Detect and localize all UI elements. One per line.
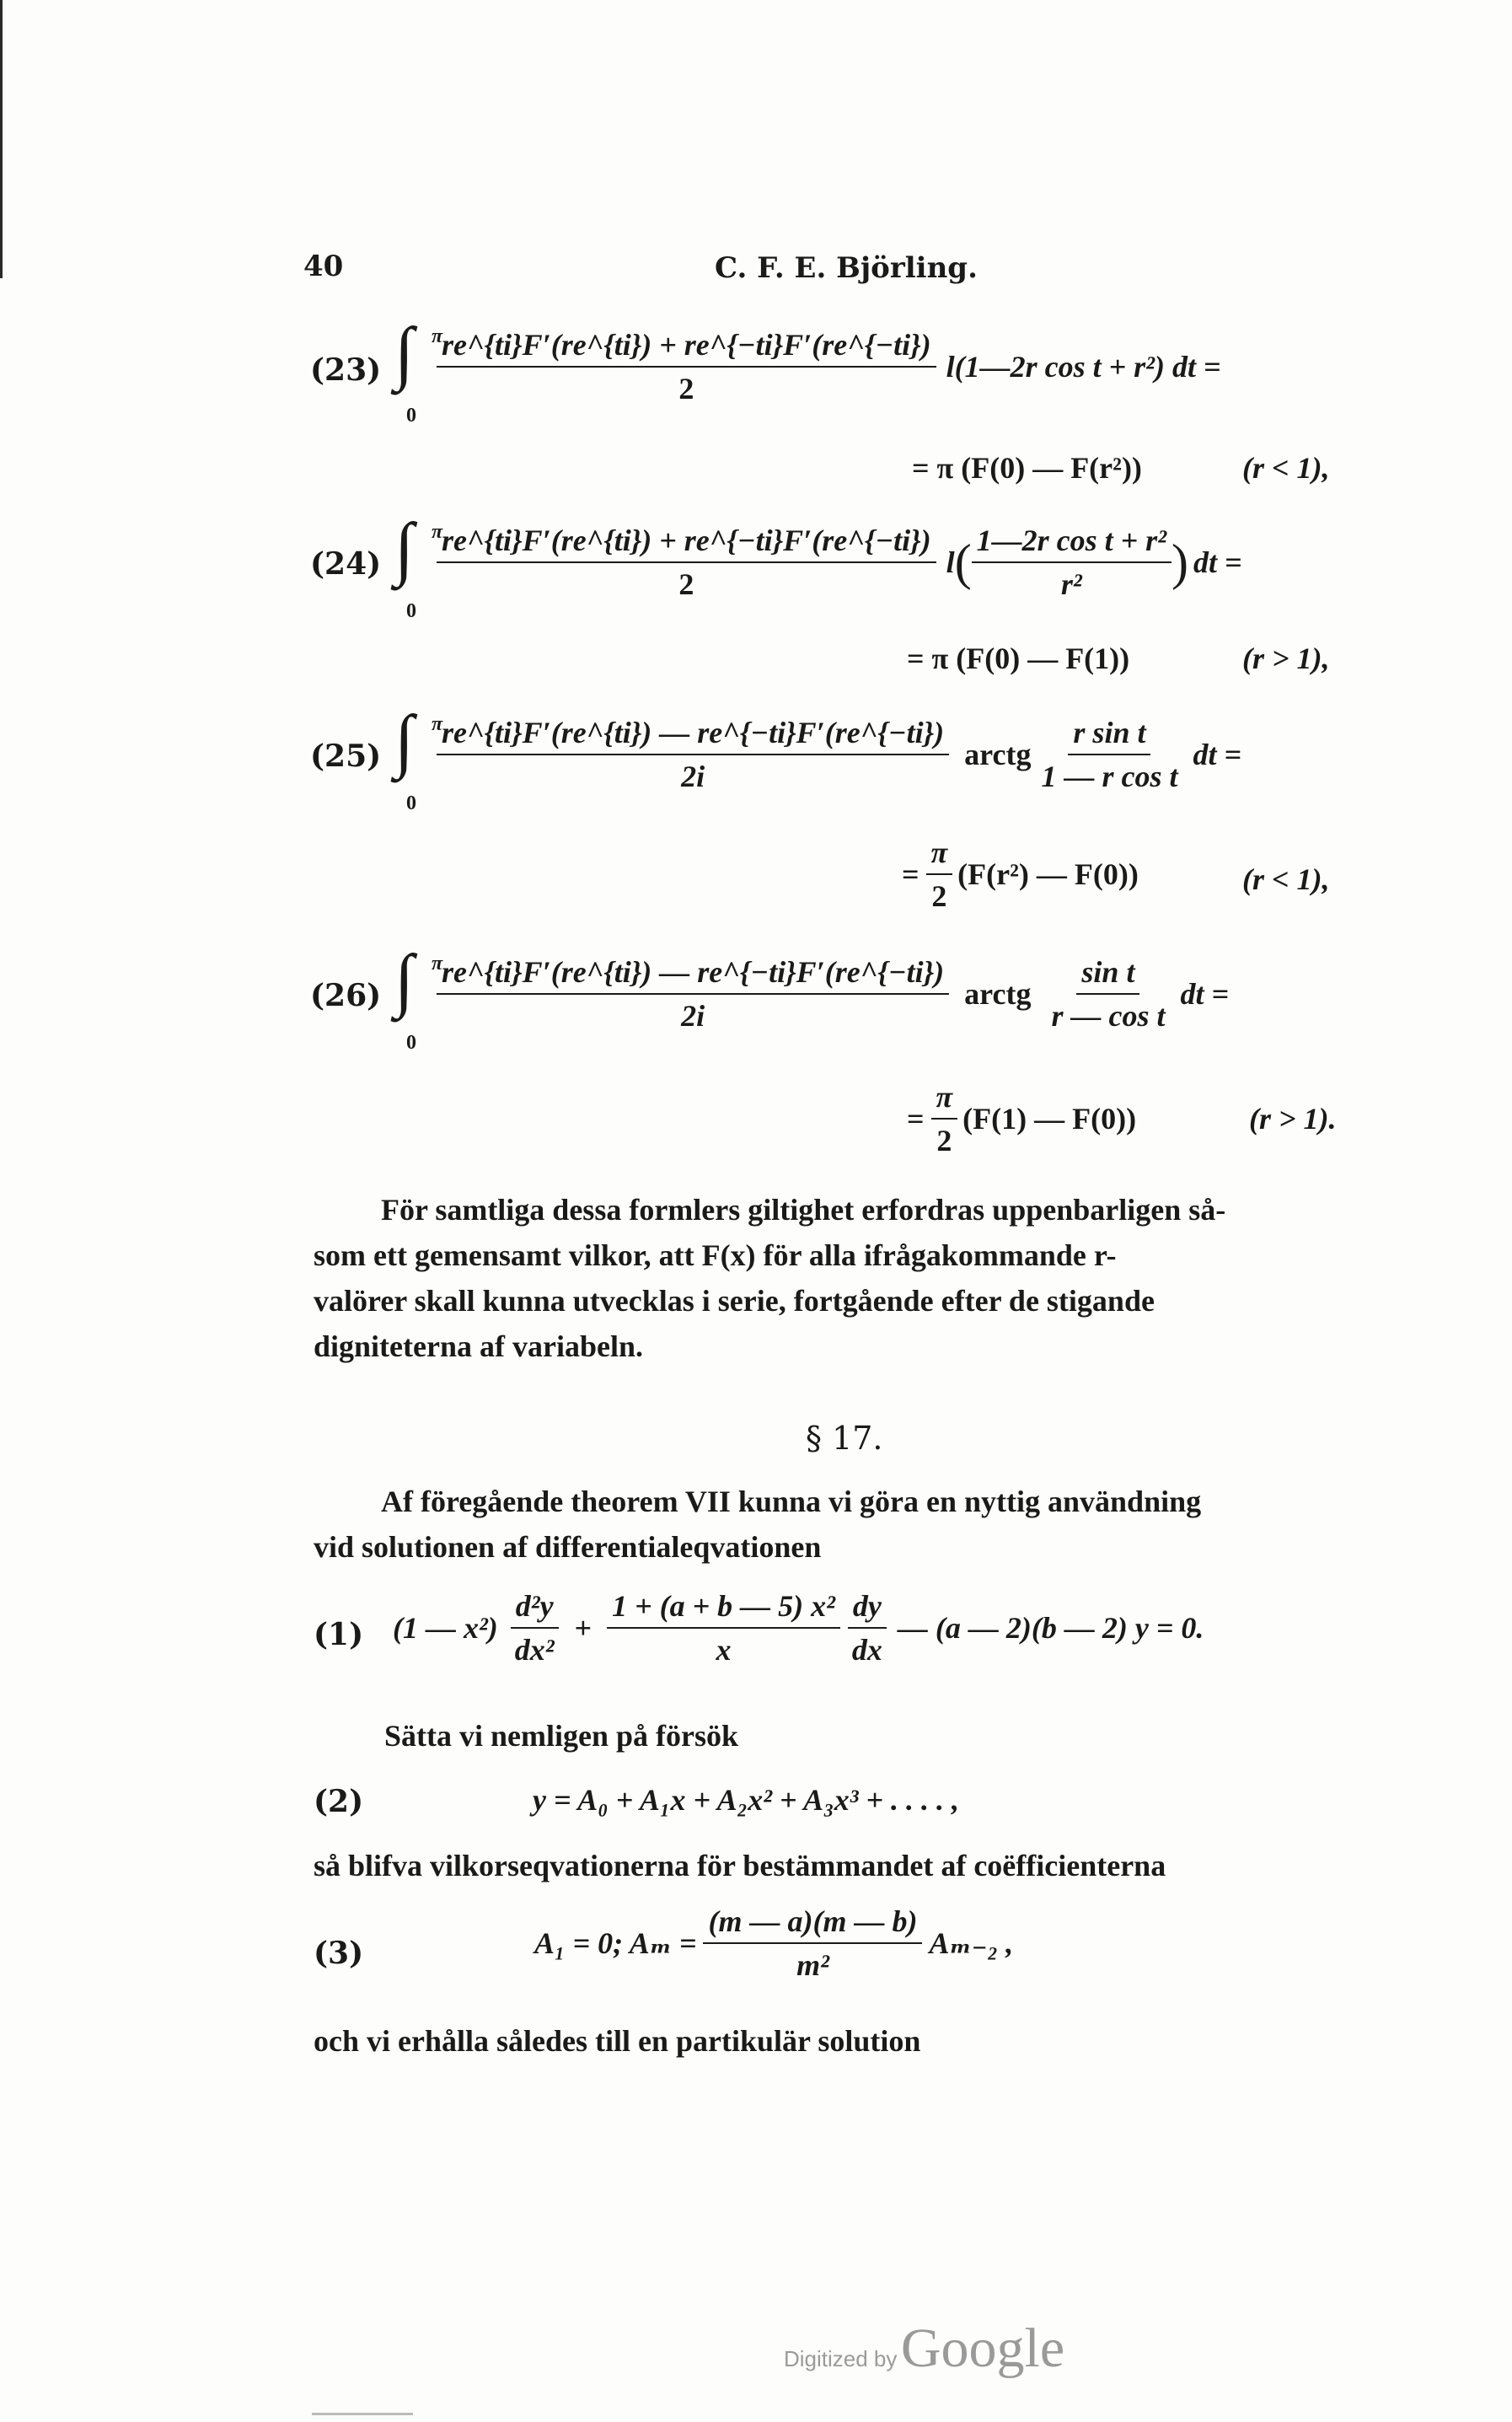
page-number: 40 — [303, 250, 344, 283]
eq-26-body: ∫ π 0 $\frac{re\^{}\{ti\}F'(re\^{}\{ti\}) — re\^{}\{-ti\}F'(re\^{}\{-ti\})}{2i}$ arctg $\frac{\text{sin t}}{\text{r — cos t}}$ dt = — [394, 941, 1229, 1054]
eq-24-body: ∫ π 0 $\frac{re\^{}\{ti\}F'(re\^{}\{ti\}) + re\^{}\{-ti\}F'(re\^{}\{-ti\})}{2}$ l ( $\frac{\text{1—2r cos t + r²}}{\text{r²}}$ ) dt = — [394, 509, 1242, 622]
eq-26-result: = $\frac{\pi}{2}$ (F(1) — F(0)) — [907, 1080, 1137, 1157]
scan-edge-mark — [0, 0, 3, 278]
digitized-watermark: Digitized by Google — [784, 2317, 1065, 2379]
eq-24-result: = π (F(0) — F(1)) — [907, 642, 1130, 675]
eq-1-body: (1 — x²) $\frac{\text{d²y}}{\text{dx²}}$ + $\frac{\text{1 + (a + b — 5) x²}}{x}$ $\frac{dy}{dx}$ — (a — 2)(b — 2) y = 0. — [393, 1589, 1204, 1667]
paragraph-validity: För samtliga dessa formlers giltighet erfordras uppenbarligen så- som ett gemensamt vilkor, att F(x) för alla ifrågakommande r- valörer skall kunna utvecklas i serie, fortgående efter de stigande digniteterna af variabeln. — [314, 1193, 1226, 1363]
paragraph-trial: Sätta vi nemligen på försök — [384, 1719, 739, 1753]
eq-26-arg-fraction: $\frac{\text{sin t}}{\text{r — cos t}}$ — [1051, 955, 1166, 1033]
eq-25-condition: (r < 1), — [1242, 862, 1330, 896]
eq-23-tail: l(1—2r cos t + r²) dt = — [946, 350, 1221, 384]
running-title: C. F. E. Björling. — [715, 251, 978, 285]
eq-3-body: A₁ = 0; Aₘ = $\frac{(m — a)(m — b)}{\text{m²}}$ Aₘ₋₂ , — [534, 1904, 1014, 1982]
eq-25-body: ∫ π 0 $\frac{re\^{}\{ti\}F'(re\^{}\{ti\}) — re\^{}\{-ti\}F'(re\^{}\{-ti\})}{2i}$ arctg $\frac{\text{r sin t}}{\text{1 — r cos t}}$ dt = — [394, 701, 1241, 814]
eq-24-condition: (r > 1), — [1242, 642, 1330, 675]
eq-25-fraction: $\frac{re\^{}\{ti\}F'(re\^{}\{ti\}) — re\^{}\{-ti\}F'(re\^{}\{-ti\})}{2i}$ — [437, 715, 949, 794]
integral-sign: ∫ π 0 — [394, 509, 443, 622]
eq-2-label: (2) — [314, 1784, 364, 1819]
paragraph-conditions: så blifva vilkorseqvationerna för bestämmandet af coëfficienterna — [314, 1849, 1166, 1882]
eq-23-condition: (r < 1), — [1242, 451, 1330, 485]
paragraph-solution: och vi erhålla således till en partikulär solution — [314, 2024, 921, 2058]
eq-25-arg-fraction: $\frac{\text{r sin t}}{\text{1 — r cos t}}$ — [1041, 716, 1178, 793]
eq-26-condition: (r > 1). — [1249, 1102, 1337, 1136]
eq-23-label: (23) — [310, 352, 382, 388]
eq-23-fraction: $\frac{re\^{}\{ti\}F'(re\^{}\{ti\}) + re\^{}\{-ti\}F'(re\^{}\{-ti\})}{2}$ — [437, 327, 936, 406]
section-heading: § 17. — [806, 1420, 883, 1457]
integral-sign: ∫ π 0 — [394, 314, 443, 427]
scan-bottom-mark — [312, 2413, 413, 2415]
integral-sign: ∫ π 0 — [394, 941, 443, 1054]
eq-25-label: (25) — [310, 738, 382, 774]
eq-24-label: (24) — [310, 546, 382, 582]
eq-3-label: (3) — [314, 1936, 364, 1971]
eq-23-body — [394, 314, 1221, 427]
eq-24-log-fraction: $\frac{\text{1—2r cos t + r²}}{\text{r²}}$ — [972, 523, 1172, 602]
eq-2-body: y = A₀ + A₁x + A₂x² + A₃x³ + . . . . , — [533, 1783, 960, 1817]
paragraph-intro: Af föregående theorem VII kunna vi göra en nyttig användning vid solutionen af differentialeqvationen — [314, 1485, 1202, 1564]
integral-sign: ∫ π 0 — [394, 701, 443, 814]
eq-26-label: (26) — [310, 978, 382, 1013]
eq-1-label: (1) — [314, 1617, 364, 1652]
eq-26-fraction: $\frac{re\^{}\{ti\}F'(re\^{}\{ti\}) — re\^{}\{-ti\}F'(re\^{}\{-ti\})}{2i}$ — [437, 954, 949, 1034]
eq-25-result: = $\frac{\pi}{2}$ (F(r²) — F(0)) — [902, 835, 1139, 913]
eq-24-fraction: $\frac{re\^{}\{ti\}F'(re\^{}\{ti\}) + re\^{}\{-ti\}F'(re\^{}\{-ti\})}{2}$ — [437, 523, 936, 602]
google-logo: Google — [900, 2317, 1065, 2379]
eq-23-result: = π (F(0) — F(r²)) — [912, 451, 1142, 485]
